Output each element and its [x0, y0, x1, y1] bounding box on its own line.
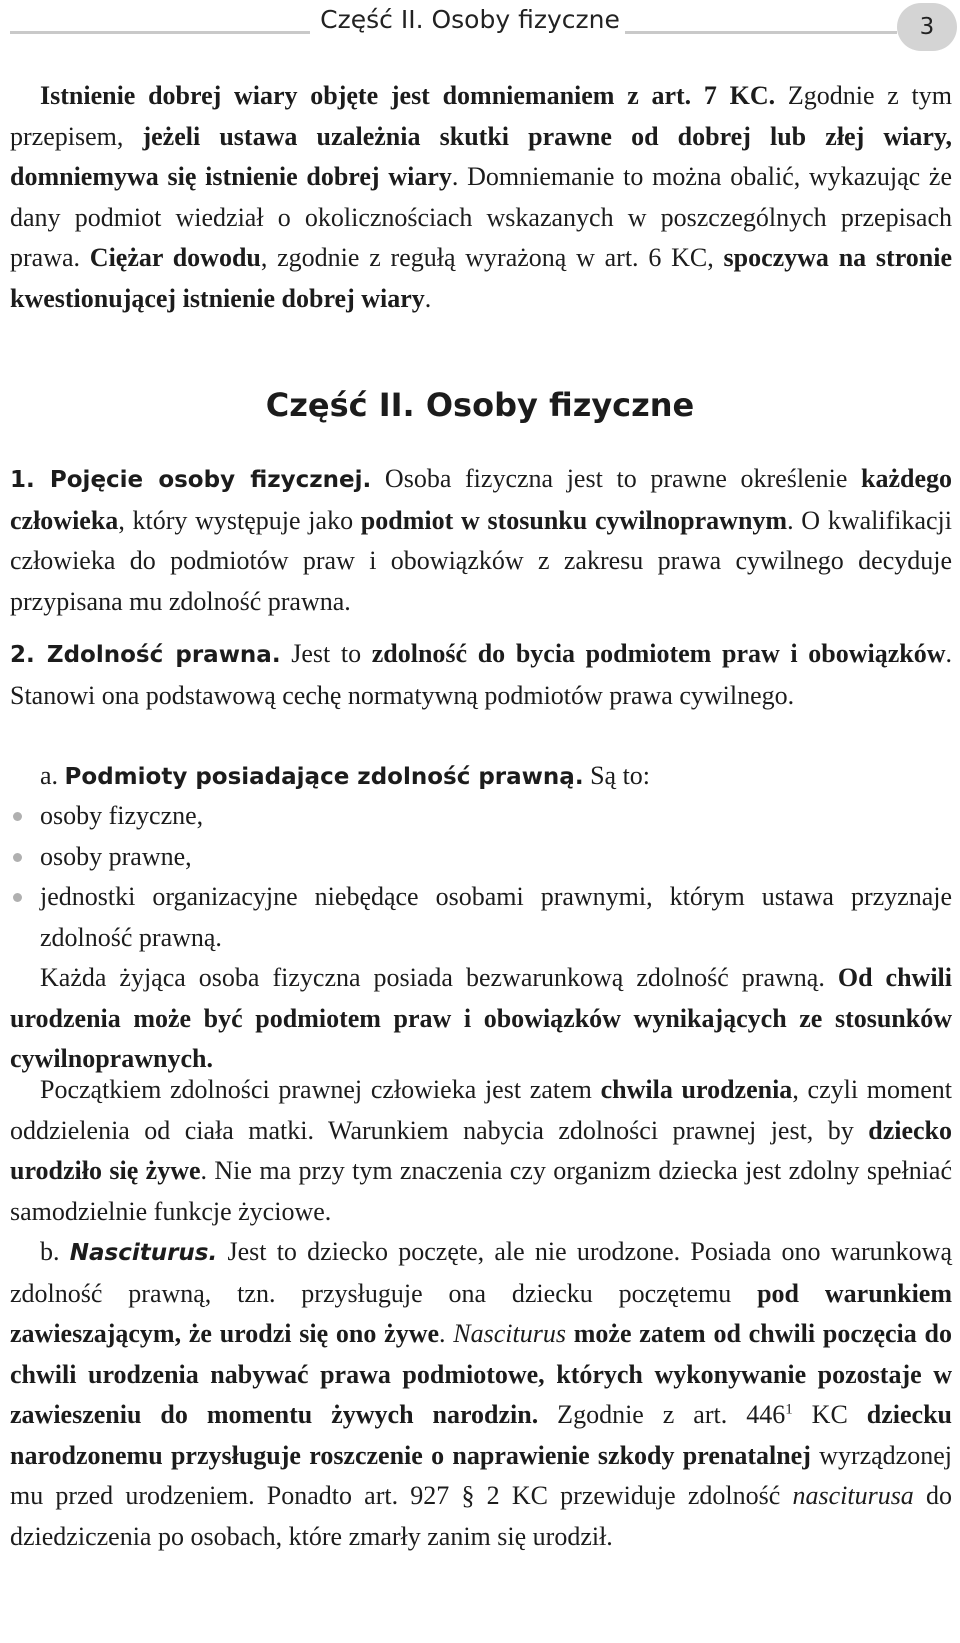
- paragraph-natural-person: [10, 459, 952, 622]
- bold-text: chwila urodzenia: [600, 1075, 793, 1104]
- bold-text: Ciężar dowodu: [89, 243, 261, 272]
- text: Są to:: [583, 761, 651, 790]
- italic-text: nasciturusa: [792, 1481, 914, 1510]
- text: Osoba fizyczna jest to prawne określenie: [371, 464, 862, 493]
- text: wyrządzonej mu przed urodzeniem. Ponadto art. 927 § 2 KC przewiduje zdolność: [10, 1440, 952, 1510]
- text: Jest to dziecko poczęte, ale nie urodzone. Posiada ono warunkową zdolność prawną, tzn. przysługuje ona dziecku poczętemu: [10, 1237, 952, 1308]
- bold-text: podmiot w stosunku cywilnoprawnym: [360, 505, 788, 535]
- list-item: jednostki organizacyjne niebędące osobami prawnymi, którym ustawa przyznaje zdolność prawną.: [10, 877, 952, 958]
- page-number-badge: 3: [897, 3, 957, 51]
- text: , który występuje jako: [118, 505, 361, 535]
- bold-text: dziecko urodziło się żywe: [10, 1115, 952, 1185]
- subsection-letter: a.: [40, 761, 65, 790]
- italic-text: Nasciturus: [453, 1319, 566, 1348]
- bullet-list: [10, 796, 952, 958]
- bold-text: Istnienie dobrej wiary objęte jest domniemaniem z art. 7 KC.: [40, 81, 776, 110]
- text: Zgodnie z art. 446: [538, 1400, 786, 1429]
- bold-text: spoczywa na stronie kwestionującej istnienie dobrej wiary: [10, 243, 953, 313]
- bold-text: każdego człowieka: [10, 464, 953, 535]
- subsection-letter: b.: [40, 1237, 70, 1266]
- subsection-heading: Podmioty posiadające zdolność prawną.: [64, 764, 584, 790]
- paragraph-good-faith: [10, 76, 952, 319]
- text: Jest to: [280, 639, 372, 668]
- section-heading: 2. Zdolność prawna.: [10, 642, 281, 668]
- bullet-icon: [13, 893, 22, 902]
- bold-text: może zatem od chwili poczęcia do chwili urodzenia nabywać prawa podmiotowe, których wykonywanie pozostaje w zawieszeniu do momentu żywych narodzin.: [10, 1319, 952, 1429]
- text: . Nie ma przy tym znaczenia czy organizm dziecka jest zdolny spełniać samodzielnie funkcje życiowe.: [10, 1156, 952, 1226]
- bold-text: pod warunkiem zawieszającym, że urodzi się ono żywe: [10, 1278, 953, 1348]
- text: KC: [792, 1400, 867, 1429]
- text: . Domniemanie to można obalić, wykazując że dany podmiot wiedział o okolicznościach wskazanych w poszczególnych przepisach prawa.: [10, 162, 952, 272]
- subsection-b-nasciturus: [10, 1232, 952, 1557]
- list-item: osoby prawne,: [10, 837, 952, 878]
- text: Każda żyjąca osoba fizyczna posiada bezwarunkową zdolność prawną.: [40, 963, 838, 992]
- bold-text: jeżeli ustawa uzależnia skutki prawne od dobrej lub złej wiary, domniemywa się istnienie dobrej wiary: [10, 121, 952, 191]
- text: . Stanowi ona podstawową cechę normatywną podmiotów prawa cywilnego.: [10, 639, 952, 710]
- bold-text: Od chwili urodzenia może być podmiotem praw i obowiązków wynikających ze stosunków cywilnoprawnych.: [10, 963, 952, 1073]
- bold-text: dziecku narodzonemu przysługuje roszczenie o naprawienie szkody prenatalnej: [10, 1400, 952, 1470]
- running-header: [0, 0, 960, 60]
- text: , zgodnie z regułą wyrażoną w art. 6 KC,: [260, 243, 724, 272]
- text: do dziedziczenia po osobach, które zmarły zanim się urodził.: [10, 1481, 953, 1551]
- bullet-icon: [13, 812, 22, 821]
- paragraph-every-person: [10, 958, 952, 1080]
- section-heading: 1. Pojęcie osoby fizycznej.: [10, 467, 372, 493]
- superscript: 1: [785, 1401, 793, 1418]
- paragraph-birth: [10, 1070, 952, 1232]
- text: , czyli moment oddzielenia od ciała matki. Warunkiem nabycia zdolności prawnej jest, by: [10, 1075, 953, 1145]
- bold-text: zdolność do bycia podmiotem praw i obowiązków: [371, 639, 946, 668]
- header-rule-left: [10, 31, 310, 34]
- text: .: [424, 283, 432, 313]
- text: Zgodnie z tym przepisem,: [10, 81, 952, 151]
- subsection-a: [10, 756, 952, 798]
- bullet-icon: [13, 853, 22, 862]
- list-item: osoby fizyczne,: [10, 796, 952, 837]
- header-rule-right: [625, 31, 897, 34]
- text: . O kwalifikacji człowieka do podmiotów praw i obowiązków z zakresu prawa cywilnego decyduje przypisana mu zdolność prawna.: [10, 505, 952, 616]
- text: Początkiem zdolności prawnej człowieka jest zatem: [40, 1075, 601, 1104]
- header-title: Część II. Osoby fizyczne: [320, 5, 620, 34]
- paragraph-legal-capacity: [10, 634, 952, 716]
- text: .: [439, 1319, 454, 1348]
- subsection-heading: Nasciturus.: [69, 1240, 218, 1266]
- section-title: Część II. Osoby fizyczne: [265, 386, 695, 424]
